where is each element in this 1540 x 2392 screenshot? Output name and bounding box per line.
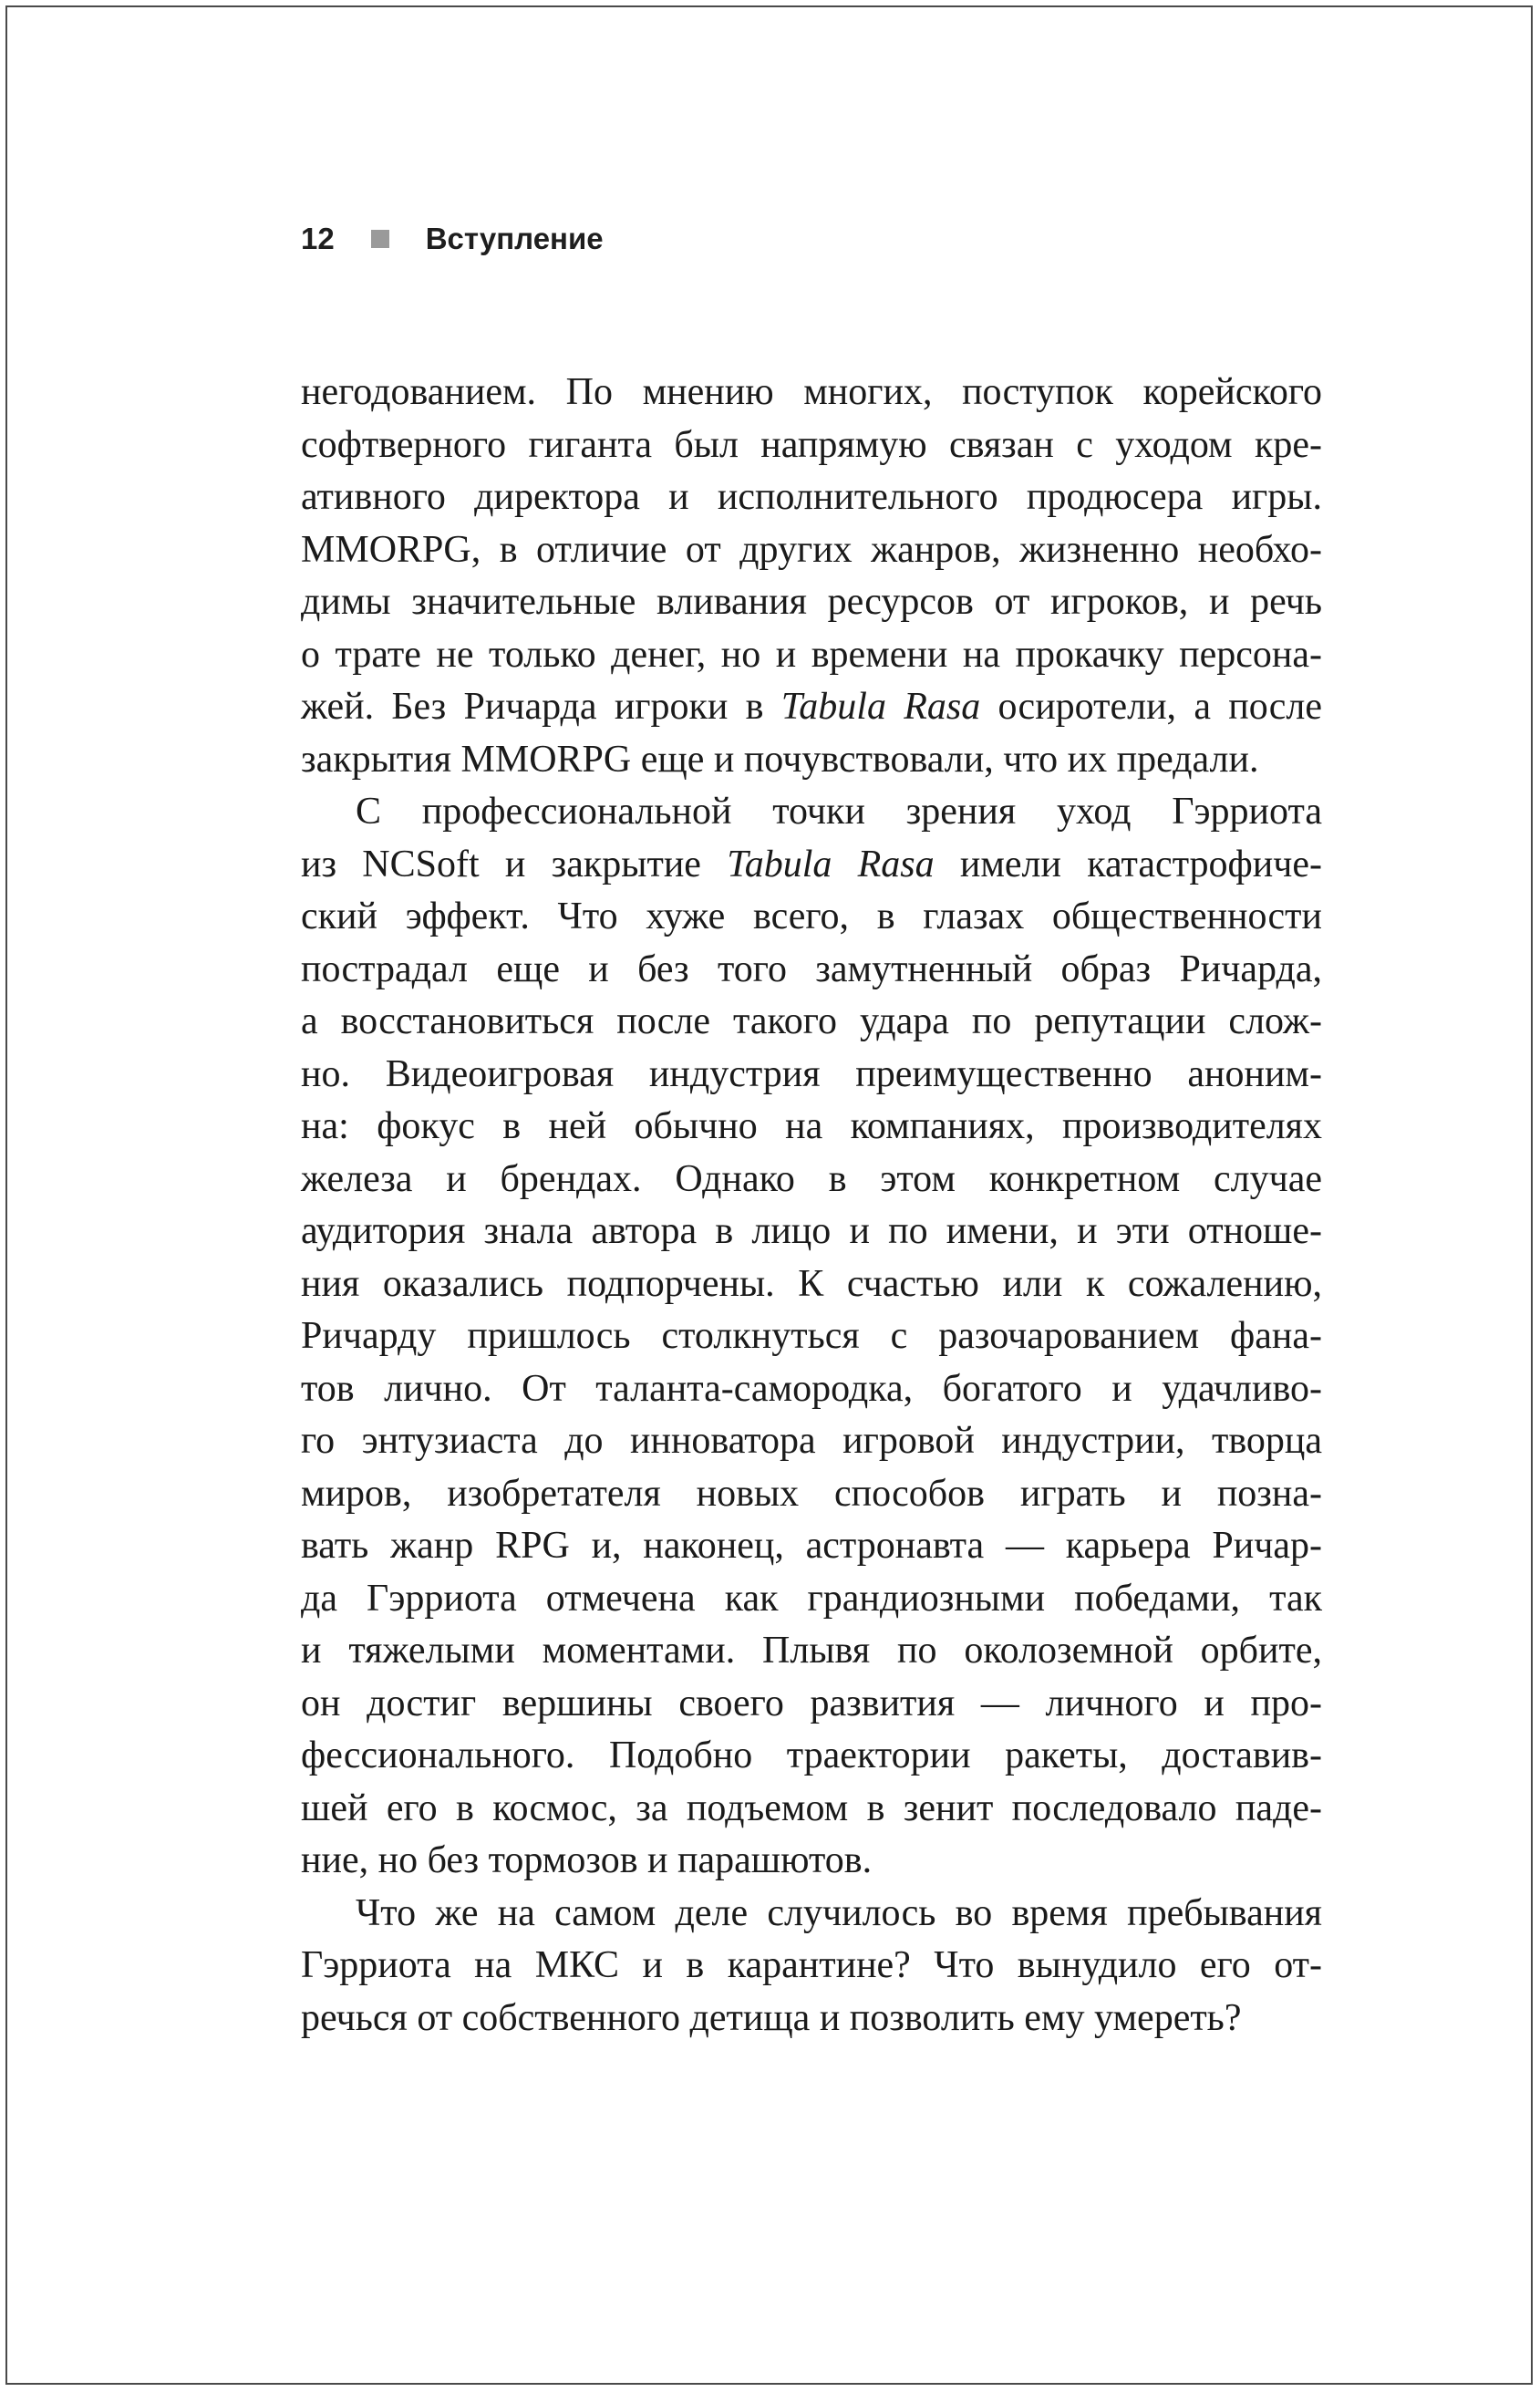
text-segment: вать жанр RPG и, наконец, астронавта — карьера Ричар- (301, 1525, 1322, 1567)
text-line (301, 1678, 1322, 1731)
text-segment: го энтузиаста до инноватора игровой индустрии, творца (301, 1420, 1322, 1462)
section-title: Вступление (425, 222, 604, 255)
text-segment: жей. Без Ричарда игроки в (301, 686, 781, 728)
text-line (301, 1258, 1322, 1311)
running-head (301, 221, 604, 257)
page-number: 12 (301, 222, 335, 255)
text-segment: негодованием. По мнению многих, поступок корейского (301, 371, 1322, 413)
text-line (301, 1310, 1322, 1363)
text-line (301, 1573, 1322, 1626)
paragraph (301, 367, 1322, 786)
text-segment: ния оказались подпорчены. К счастью или к сожалению, (301, 1262, 1322, 1305)
text-line (301, 891, 1322, 944)
italic-title: Tabula Rasa (727, 843, 935, 885)
text-segment: миров, изобретателя новых способов играть и позна- (301, 1472, 1322, 1515)
text-segment: ние, но без тормозов и парашютов. (301, 1839, 873, 1881)
text-segment: а восстановиться после такого удара по репутации слож- (301, 1000, 1322, 1042)
text-line (301, 1101, 1322, 1154)
text-line (301, 629, 1322, 682)
text-line (301, 1625, 1322, 1678)
text-line (301, 681, 1322, 734)
text-segment: закрытия MMORPG еще и почувствовали, что их предали. (301, 738, 1259, 781)
text-segment: пострадал еще и без того замутненный образ Ричарда, (301, 947, 1322, 990)
text-segment: Что же на самом деле случилось во время пребывания (356, 1891, 1322, 1934)
paragraph (301, 786, 1322, 1888)
text-segment: железа и брендах. Однако в этом конкретном случае (301, 1157, 1322, 1200)
text-segment: шей его в космос, за подъемом в зенит последовало паде- (301, 1786, 1322, 1829)
paragraph (301, 1888, 1322, 2045)
text-line (301, 1154, 1322, 1206)
text-line (301, 734, 1322, 787)
text-segment: на: фокус в ней обычно на компаниях, производителях (301, 1105, 1322, 1147)
text-segment: осиротели, а после (980, 686, 1323, 728)
text-segment: о трате не только денег, но и времени на прокачку персона- (301, 633, 1322, 676)
text-line (301, 1468, 1322, 1521)
text-line (301, 1206, 1322, 1258)
text-segment: но. Видеоигровая индустрия преимущественно аноним- (301, 1052, 1322, 1095)
text-segment: и тяжелыми моментами. Плывя по околоземной орбите, (301, 1630, 1322, 1672)
text-segment: аудитория знала автора в лицо и по имени, и эти отноше- (301, 1210, 1322, 1252)
text-segment: С профессиональной точки зрения уход Гэрриота (356, 791, 1322, 833)
text-line (301, 1835, 1322, 1888)
text-segment: фессионального. Подобно траектории ракеты, доставив- (301, 1734, 1322, 1776)
text-line (301, 524, 1322, 577)
text-line (301, 1993, 1322, 2045)
text-segment: имели катастрофиче- (934, 843, 1323, 885)
text-segment: тов лично. От таланта-самородка, богатого и удачливо- (301, 1367, 1322, 1410)
text-segment: из NCSoft и закрытие (301, 843, 728, 885)
text-line (301, 944, 1322, 997)
text-segment: MMORPG, в отличие от других жанров, жизненно необхо- (301, 528, 1322, 571)
text-line (301, 1363, 1322, 1416)
text-segment: ский эффект. Что хуже всего, в глазах общественности (301, 896, 1322, 937)
italic-title: Tabula Rasa (780, 686, 981, 728)
text-segment: Ричарду пришлось столкнуться с разочарованием фана- (301, 1315, 1322, 1357)
text-segment: да Гэрриота отмечена как грандиозными победами, так (301, 1577, 1322, 1620)
text-line (301, 471, 1322, 524)
text-line (301, 1940, 1322, 1993)
text-segment: димы значительные вливания ресурсов от игроков, и речь (301, 581, 1322, 623)
text-line (301, 576, 1322, 629)
text-line (301, 1049, 1322, 1102)
text-line (301, 1783, 1322, 1836)
body-text (301, 367, 1322, 2045)
text-line (301, 839, 1322, 892)
text-line (301, 419, 1322, 472)
text-line (301, 1888, 1322, 1941)
square-bullet-icon (371, 230, 389, 248)
text-line (301, 786, 1322, 839)
text-line (301, 1520, 1322, 1573)
text-line (301, 1730, 1322, 1783)
text-segment: ативного директора и исполнительного продюсера игры. (301, 476, 1322, 518)
text-segment: Гэрриота на МКС и в карантине? Что вынудило его от- (301, 1944, 1322, 1986)
text-segment: софтверного гиганта был напрямую связан с уходом кре- (301, 423, 1322, 466)
text-line (301, 367, 1322, 419)
text-segment: он достиг вершины своего развития — личного и про- (301, 1682, 1322, 1724)
text-line (301, 996, 1322, 1049)
text-line (301, 1415, 1322, 1468)
text-segment: речься от собственного детища и позволить ему умереть? (301, 1996, 1242, 2039)
